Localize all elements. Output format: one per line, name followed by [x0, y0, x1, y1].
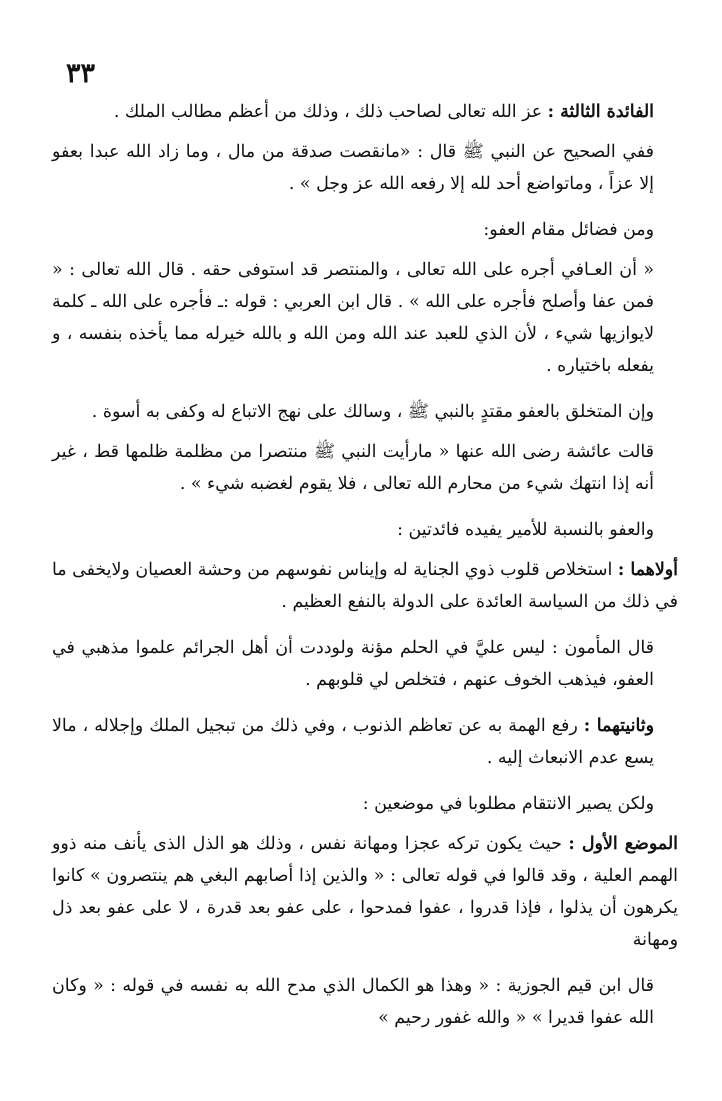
paragraph-text: رفع الهمة به عن تعاظم الذنوب ، وفي ذلك من تبجيل الملك وإجلاله ، مالا يسع عدم الانبعاث إليه .: [52, 716, 654, 768]
paragraph: [52, 828, 678, 956]
paragraph: [52, 710, 678, 774]
paragraph-text: والعفو بالنسبة للأمير يفيده فائدتين :: [397, 520, 654, 540]
paragraph: [52, 788, 678, 820]
paragraph-text: عز الله تعالى لصاحب ذلك ، وذلك من أعظم مطالب الملك .: [113, 102, 548, 122]
paragraph-text: استخلاص قلوب ذوي الجناية له وإيناس نفوسهم من وحشة العصيان ولايخفى ما في ذلك من السياسة العائدة على الدولة بالنفع العظيم .: [51, 560, 678, 612]
paragraph-text: قال ابن قيم الجوزية : « وهذا هو الكمال الذي مدح الله به نفسه في قوله : « وكان الله عفوا قديرا » « والله غفور رحيم »: [52, 976, 654, 1028]
paragraph-text: ومن فضائل مقام العفو:: [483, 220, 654, 240]
paragraph-text: ولكن يصير الانتقام مطلوبا في موضعين :: [362, 794, 654, 814]
paragraph-heading: الفائدة الثالثة :: [547, 102, 654, 122]
paragraph-text: قال المأمون : ليس عليَّ في الحلم مؤنة ولوددت أن أهل الجرائم علموا مذهبي في العفو، فيذهب الخوف عنهم ، فتخلص لي قلوبهم .: [52, 638, 654, 690]
paragraph-heading: الموضع الأول :: [568, 834, 678, 854]
paragraph-text: وإن المتخلق بالعفو مقتدٍ بالنبي ﷺ ، وسالك على نهج الاتباع له وكفى به أسوة .: [91, 402, 654, 422]
paragraph-text: قالت عائشة رضى الله عنها « مارأيت النبي ﷺ منتصرا من مظلمة ظلمها قط ، غير أنه إذا انتهك شيء من محارم الله تعالى ، فلا يقوم لغضبه شيء » .: [52, 442, 654, 494]
paragraph: [52, 136, 678, 200]
paragraph-heading: وثانيتهما :: [583, 716, 654, 736]
paragraph: [52, 396, 678, 428]
paragraph-text: ففي الصحيح عن النبي ﷺ قال : «مانقصت صدقة من مال ، وما زاد الله عبدا بعفو إلا عزاً ، وماتواضع أحد لله إلا رفعه الله عز وجل » .: [52, 142, 654, 194]
paragraph: [52, 970, 678, 1034]
paragraph-text: « أن العـافي أجره على الله تعالى ، والمنتصر قد استوفى حقه . قال الله تعالى : « فمن عفا وأصلح فأجره على الله » . قال ابن العربي : قوله :ـ فأجره على الله ـ كلمة لايوازيها شيء ، لأن الذي للعبد عند الله ومن الله و بالله خيرله مما يأخذه بنفسه ، و يفعله باختياره .: [52, 260, 654, 376]
paragraph: [52, 514, 678, 546]
paragraph: [52, 436, 678, 500]
page-body: [52, 96, 678, 1042]
paragraph: [52, 632, 678, 696]
page-number: ٣٣: [66, 58, 96, 89]
paragraph-heading: أولاهما :: [617, 560, 678, 580]
paragraph: [52, 96, 678, 128]
paragraph: [52, 214, 678, 246]
paragraph-text: حيث يكون تركه عجزا ومهانة نفس ، وذلك هو الذل الذى يأنف منه ذوو الهمم العلية ، وقد قالوا في قوله تعالى : « والذين إذا أصابهم البغي هم ينتصرون » كانوا يكرهون أن يذلوا ، فإذا قدروا ، عفوا فمدحوا ، على عفو بعد قدرة ، لا على عفو بعد ذل ومهانة: [52, 834, 678, 950]
paragraph: [52, 554, 678, 618]
paragraph: [52, 254, 678, 382]
